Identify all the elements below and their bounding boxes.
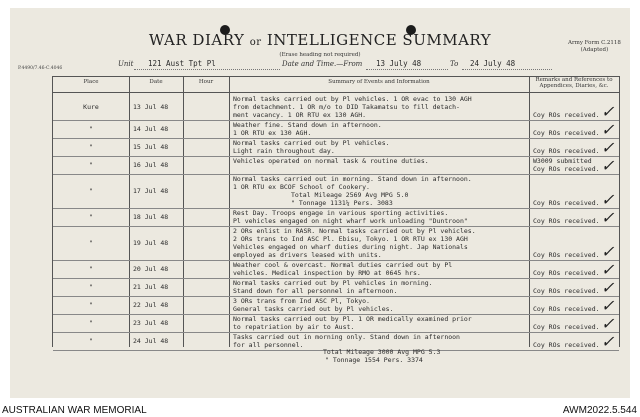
form-number-text: Army Form C.2118	[568, 40, 621, 46]
entry-place: "	[89, 143, 93, 151]
col-divider	[183, 77, 184, 347]
entry-summary-line: Normal tasks carried out in morning. Stand down in afternoon.	[233, 175, 472, 183]
header-place: Place	[83, 79, 99, 85]
initials-mark: ✓	[601, 296, 615, 315]
entry-summary-line: General tasks carried out by Pl vehicles.	[233, 305, 394, 313]
entry-remark: Coy ROs received.	[533, 199, 600, 207]
entry-summary-line: Stand down for all personnel in afternoon.	[233, 287, 398, 295]
col-divider	[229, 77, 230, 347]
initials-mark: ✓	[601, 314, 615, 333]
entry-date: 14 Jul 48	[133, 125, 169, 133]
date-to-line	[462, 69, 552, 70]
entry-remark: Coy ROs received.	[533, 147, 600, 155]
header-rule	[53, 92, 619, 93]
entry-remark: Coy ROs received.	[533, 287, 600, 295]
entry-remark: Coy ROs received.	[533, 269, 600, 277]
entry-date: 23 Jul 48	[133, 319, 169, 327]
initials-mark: ✓	[601, 278, 615, 297]
diary-table	[52, 76, 620, 364]
entry-summary-line: 1 OR RTU ex 130 AGH.	[233, 129, 312, 137]
entry-remark: Coy ROs received.	[533, 323, 600, 331]
unit-value: 121 Aust Tpt Pl	[148, 59, 216, 68]
entry-summary-line: from detachment. 1 OR m/o to DID Takamatsu to fill detach-	[233, 103, 460, 111]
initials-mark: ✓	[601, 332, 615, 351]
entry-date: 18 Jul 48	[133, 213, 169, 221]
entry-date: 19 Jul 48	[133, 239, 169, 247]
initials-mark: ✓	[601, 242, 615, 261]
entry-summary-line: ment vacancy. 1 OR RTU ex 130 AGH.	[233, 111, 367, 119]
entry-remark: Coy ROs received.	[533, 217, 600, 225]
date-from-value: 13 July 48	[376, 59, 422, 68]
entry-place: "	[89, 239, 93, 247]
entry-place: "	[89, 337, 93, 345]
entry-place: "	[89, 301, 93, 309]
entry-summary-line: Rest Day. Troops engage in various sporting activities.	[233, 209, 449, 217]
initials-mark: ✓	[601, 138, 615, 157]
entry-summary-line: Normal tasks carried out by Pl. 1 OR medically examined prior	[233, 315, 472, 323]
initials-mark: ✓	[601, 260, 615, 279]
footer-accession: AWM2022.5.544	[562, 405, 637, 416]
entry-date: 24 Jul 48	[133, 337, 169, 345]
entry-summary-line: Light rain throughout day.	[233, 147, 335, 155]
title-war-diary: WAR DIARY	[148, 31, 245, 49]
entry-place: "	[89, 161, 93, 169]
entry-remark: W3009 submitted	[533, 157, 592, 165]
entry-summary-line: for all personnel.	[233, 341, 304, 349]
entry-summary-line: Tasks carried out in morning only. Stand down in afternoon	[233, 333, 460, 341]
unit-line	[134, 69, 280, 70]
entry-place: "	[89, 319, 93, 327]
header-hour: Hour	[198, 79, 214, 85]
date-to-value: 24 July 48	[470, 59, 516, 68]
col-divider	[129, 77, 130, 347]
entry-summary-line: " Tonnage 1131¼ Pers. 3083	[291, 199, 393, 207]
initials-mark: ✓	[601, 208, 615, 227]
entry-place: "	[89, 283, 93, 291]
entry-summary-line: vehicles. Medical inspection by RMO at 0645 hrs.	[233, 269, 421, 277]
entry-remark: Coy ROs received.	[533, 305, 600, 313]
header-remarks: Remarks and References to Appendices, Diaries, &c.	[535, 77, 613, 89]
entry-date: 16 Jul 48	[133, 161, 169, 169]
initials-mark: ✓	[601, 102, 615, 121]
entry-summary-line: Normal tasks carried out by Pl vehicles. 1 OR evac to 130 AGH	[233, 95, 472, 103]
date-time-label: Date and Time.—From	[282, 60, 363, 68]
entry-place: "	[89, 187, 93, 195]
entry-summary-line: Total Mileage 2569 Avg MPG 5.0	[291, 191, 409, 199]
title-or: or	[249, 37, 262, 48]
entry-summary-line: 1 OR RTU ex BCOF School of Cookery.	[233, 183, 370, 191]
entry-place: "	[89, 265, 93, 273]
entry-date: 22 Jul 48	[133, 301, 169, 309]
entry-summary-line: Normal tasks carried out by Pl vehicles in morning.	[233, 279, 433, 287]
form-number	[568, 40, 621, 54]
header-date: Date	[149, 79, 163, 85]
totals-line-2: " Tonnage 1554 Pers. 3374	[325, 356, 423, 364]
entry-summary-line: Weather fine. Stand down in afternoon.	[233, 121, 382, 129]
unit-label: Unit	[118, 60, 134, 68]
entry-date: 20 Jul 48	[133, 265, 169, 273]
date-from-line	[366, 69, 448, 70]
initials-mark: ✓	[601, 120, 615, 139]
entry-summary-line: Normal tasks carried out by Pl vehicles.	[233, 139, 390, 147]
entry-remark: Coy ROs received.	[533, 251, 600, 259]
footer-institution: AUSTRALIAN WAR MEMORIAL	[2, 405, 147, 416]
entry-date: 17 Jul 48	[133, 187, 169, 195]
entry-summary-line: to repatriation by air to Aust.	[233, 323, 355, 331]
initials-mark: ✓	[601, 156, 615, 175]
entry-summary-line: 3 ORs trans from Ind ASC Pl, Tokyo.	[233, 297, 370, 305]
date-to-label: To	[450, 60, 459, 68]
header-summary: Summary of Events and Information	[328, 79, 430, 85]
print-reference: P.4490/7.46-C.4046	[18, 66, 63, 71]
entry-summary-line: Weather cool & overcast. Normal duties carried out by Pl	[233, 261, 453, 269]
entry-summary-line: Vehicles operated on normal task & routine duties.	[233, 157, 429, 165]
entry-date: 13 Jul 48	[133, 103, 169, 111]
entry-summary-line: employed as drivers leased with units.	[233, 251, 382, 259]
entry-remark: Coy ROs received.	[533, 129, 600, 137]
entry-remark: Coy ROs received.	[533, 165, 600, 173]
initials-mark: ✓	[601, 190, 615, 209]
entry-place: "	[89, 125, 93, 133]
entry-place: "	[89, 213, 93, 221]
diary-title	[10, 31, 630, 49]
entry-remark: Coy ROs received.	[533, 341, 600, 349]
entry-remark: Coy ROs received.	[533, 111, 600, 119]
entry-summary-line: Vehicles engaged on wharf duties during night. Jap Nationals	[233, 243, 468, 251]
totals-line-1: Total Mileage 3000 Avg MPG 5.3	[323, 348, 441, 356]
entry-summary-line: Pl vehicles engaged on night wharf work unloading "Duntroon"	[233, 217, 468, 225]
diary-subtitle: (Erase heading not required)	[279, 52, 361, 58]
col-divider	[529, 77, 530, 347]
entry-summary-line: 2 ORs trans to Ind ASC Pl. Ebisu, Tokyo. 1 OR RTU ex 130 AGH	[233, 235, 468, 243]
diary-sheet	[10, 8, 630, 398]
title-intelligence-summary: INTELLIGENCE SUMMARY	[266, 31, 492, 49]
entry-date: 15 Jul 48	[133, 143, 169, 151]
entry-date: 21 Jul 48	[133, 283, 169, 291]
form-adapted-text: (Adapted)	[580, 47, 609, 53]
entry-place: Kure	[83, 103, 99, 111]
entry-summary-line: 2 ORs enlist in RASR. Normal tasks carried out by Pl vehicles.	[233, 227, 476, 235]
